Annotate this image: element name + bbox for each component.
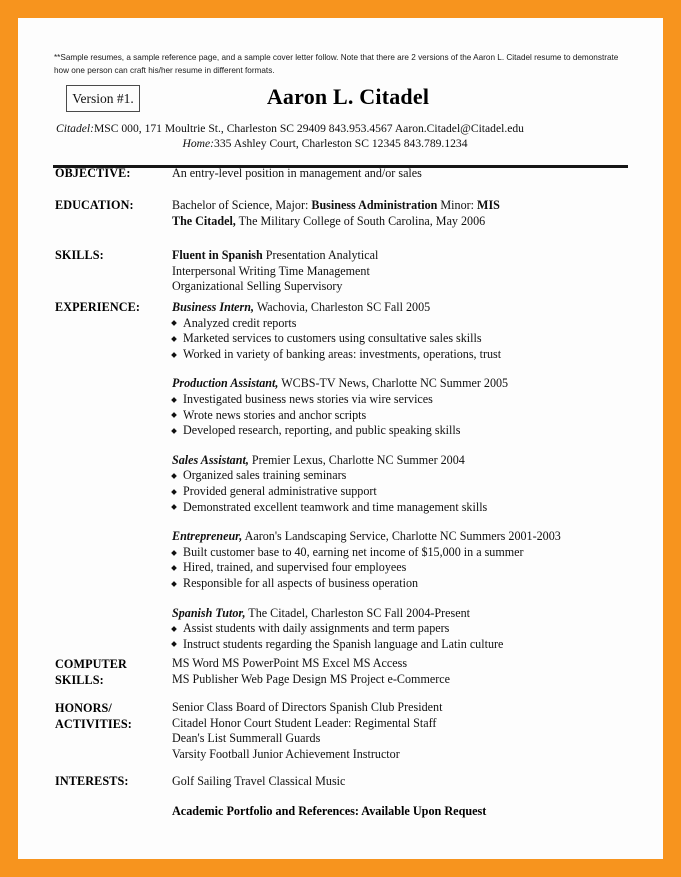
experience-job [172,453,561,515]
computer-skills-label-line2: SKILLS: [55,673,104,687]
job-detail: Premier Lexus, Charlotte NC Summer 2004 [248,452,465,467]
contact-line-school [54,121,626,136]
skills-cell: Time Management [278,263,370,278]
footer-note: Academic Portfolio and References: Available Upon Request [172,804,487,818]
job-bullet [172,560,561,576]
honors-row [172,747,442,763]
objective-label: OBJECTIVE: [55,166,131,180]
computer-skill-cell: MS Word [172,656,219,670]
honors-cell: Spanish Club President [329,700,443,714]
bullet-text: Responsible for all aspects of business operation [183,575,419,590]
bullet-icon [171,321,177,327]
skills-cell: Fluent in Spanish [172,248,263,262]
job-bullet [172,316,561,332]
experience-job [172,606,561,653]
education-degree: Bachelor of Science, Major: [172,198,312,212]
bullet-text: Demonstrated excellent teamwork and time management skills [183,499,488,514]
experience-job [172,529,561,591]
bullet-text: Wrote news stories and anchor scripts [183,407,367,422]
education-school: The Citadel, [172,213,236,228]
job-detail: The Citadel, Charleston SC Fall 2004-Present [245,605,470,620]
education-minor-label: Minor: [437,198,478,212]
interest-cell: Golf [172,774,195,788]
interests-body [172,774,345,790]
experience-job [172,376,561,438]
version-badge [66,85,140,112]
candidate-name: Aaron L. Citadel [266,84,430,109]
education-degree-line [172,198,500,214]
job-bullet [172,468,561,484]
experience-job [172,300,561,362]
computer-skill-cell: MS PowerPoint [221,656,299,670]
contact-block [54,121,626,151]
skills-cell: Organizational [172,279,244,294]
honors-label-line1: HONORS/ [55,701,112,715]
education-body [172,198,500,229]
bullet-text: Instruct students regarding the Spanish language and Latin culture [183,636,504,651]
bullet-icon [171,565,177,571]
honors-label [55,700,132,732]
job-bullet [172,423,561,439]
interest-cell: Travel [234,774,266,788]
bullet-text: Hired, trained, and supervised four employees [183,560,407,575]
honors-row [172,731,442,747]
interests-row [172,774,345,790]
bullet-text: Analyzed credit reports [183,315,297,330]
job-bullet [172,545,561,561]
job-title: Production Assistant, [172,376,279,391]
skills-row [172,279,378,295]
honors-cell: Student Leader: Regimental Staff [274,715,437,730]
job-detail: Wachovia, Charleston SC Fall 2005 [254,300,431,314]
contact-school-value: MSC 000, 171 Moultrie St., Charleston SC 29409 843.953.4567 Aaron.Citadel@Citadel.edu [94,122,524,135]
job-title: Spanish Tutor, [172,605,246,620]
bullet-text: Built customer base to 40, earning net income of $15,000 in a summer [183,544,524,559]
honors-cell: Varsity Football [172,746,250,761]
skills-cell: Interpersonal [172,263,236,278]
bullet-icon [171,473,177,479]
job-bullet [172,408,561,424]
bullet-icon [171,550,177,556]
bullet-icon [171,642,177,648]
job-bullet [172,576,561,592]
contact-home-value: 335 Ashley Court, Charleston SC 12345 843.789.1234 [214,137,468,150]
honors-cell: Junior Achievement Instructor [252,746,400,761]
education-label: EDUCATION: [55,198,134,212]
skills-row [172,264,378,280]
experience-body [172,300,561,652]
bullet-icon [171,504,177,510]
bullet-text: Developed research, reporting, and public speaking skills [183,423,461,438]
job-heading [172,300,561,316]
skills-cell: Writing [238,263,276,278]
skills-label: SKILLS: [55,248,104,262]
computer-skills-row [172,672,450,688]
bullet-icon [171,397,177,403]
honors-row [172,700,442,716]
skills-cell: Selling [246,279,281,294]
bullet-text: Worked in variety of banking areas: investments, operations, trust [183,346,502,361]
skills-cell: Presentation [265,248,326,262]
job-bullet [172,392,561,408]
interests-label: INTERESTS: [55,774,129,788]
version-badge-label: Version #1. [72,90,134,106]
bullet-icon [171,336,177,342]
honors-cell: Senior Class Board of Directors [172,700,327,714]
resume-page [18,18,663,859]
job-bullet [172,331,561,347]
bullet-icon [171,428,177,434]
job-heading [172,453,561,469]
contact-home-label: Home: [182,137,215,150]
education-school-line [172,214,500,230]
computer-skills-row [172,656,450,672]
job-heading [172,606,561,622]
interest-cell: Classical Music [268,774,346,788]
education-minor: MIS [477,198,500,212]
experience-label: EXPERIENCE: [55,300,141,314]
interest-cell: Sailing [197,774,232,788]
job-detail: WCBS-TV News, Charlotte NC Summer 2005 [278,376,509,391]
job-heading [172,529,561,545]
job-heading [172,376,561,392]
computer-skill-cell: MS Access [352,656,408,670]
job-bullet [172,347,561,363]
honors-cell: Summerall Guards [229,731,321,746]
job-detail: Aaron's Landscaping Service, Charlotte NC Summers 2001-2003 [242,529,561,544]
contact-line-home [54,136,626,151]
honors-body [172,700,442,762]
computer-skill-cell: Web Page Design [241,671,327,686]
bullet-icon [171,352,177,358]
objective-text: An entry-level position in management and/or sales [172,166,422,180]
honors-cell: Dean's List [172,731,227,746]
computer-skill-cell: MS Project [329,671,385,686]
computer-skills-label [55,656,127,688]
computer-skill-cell: MS Excel [301,656,350,670]
sample-note: **Sample resumes, a sample reference page, and a sample cover letter follow. Note that there are 2 versions of the Aaron L. Citadel resume to demonstrate how one person can craft his/her resume in different formats. [54,53,619,75]
bullet-text: Assist students with daily assignments and term papers [183,621,450,636]
bullet-text: Investigated business news stories via wire services [183,391,433,406]
honors-cell: Citadel Honor Court [172,715,272,730]
job-bullet [172,500,561,516]
bullet-icon [171,413,177,419]
job-bullet [172,484,561,500]
skills-row [172,248,378,264]
computer-skills-label-line1: COMPUTER [55,657,127,671]
education-school-detail: The Military College of South Carolina, May 2006 [235,213,486,228]
bullet-text: Provided general administrative support [183,483,377,498]
computer-skills-body [172,656,450,687]
bullet-icon [171,581,177,587]
computer-skill-cell: e-Commerce [387,671,450,686]
contact-school-label: Citadel: [56,122,94,135]
education-major: Business Administration [311,198,438,212]
bullet-text: Marketed services to customers using consultative sales skills [183,331,482,346]
job-bullet [172,621,561,637]
bullet-icon [171,489,177,495]
job-title: Sales Assistant, [172,452,249,467]
skills-body [172,248,378,295]
computer-skill-cell: MS Publisher [172,671,239,686]
job-title: Entrepreneur, [172,529,243,544]
skills-cell: Analytical [327,248,379,262]
honors-row [172,716,442,732]
bullet-text: Organized sales training seminars [183,468,347,483]
job-bullet [172,637,561,653]
bullet-icon [171,626,177,632]
skills-cell: Supervisory [284,279,343,294]
job-title: Business Intern, [172,300,255,314]
honors-label-line2: ACTIVITIES: [55,717,132,731]
